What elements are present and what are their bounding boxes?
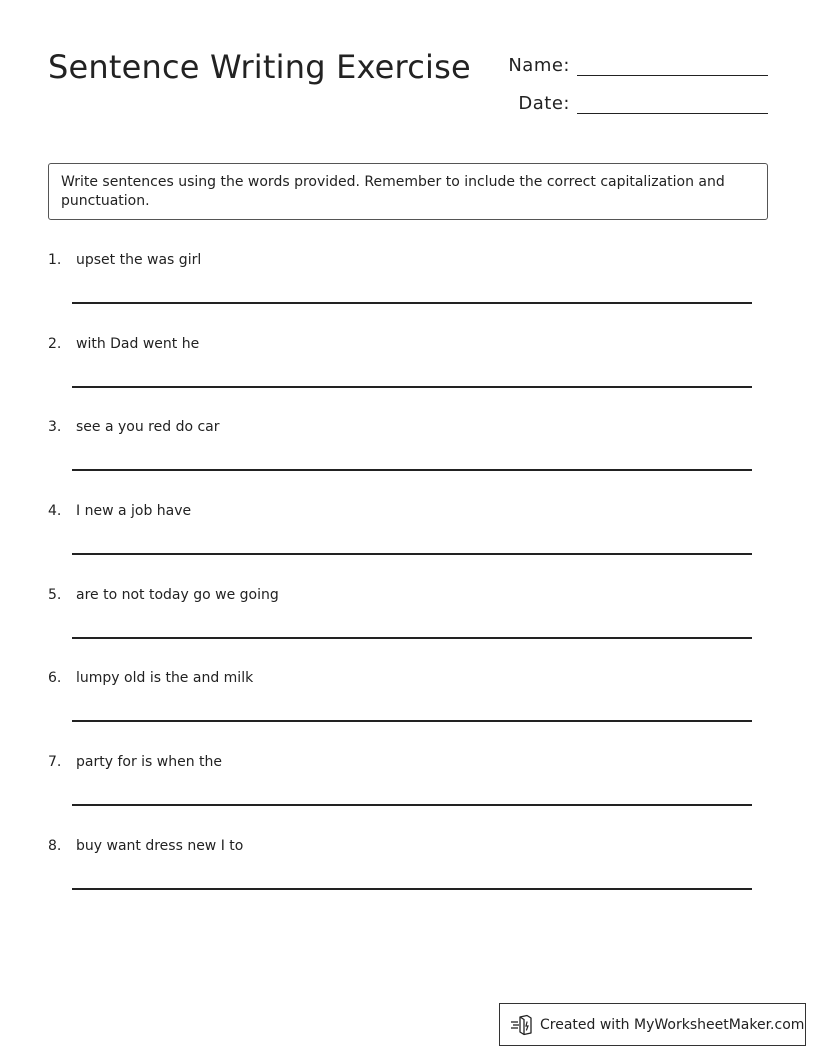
footer-badge[interactable] bbox=[499, 1003, 806, 1046]
question-words: party for is when the bbox=[76, 754, 223, 771]
answer-line[interactable] bbox=[72, 888, 752, 890]
question-item bbox=[48, 335, 768, 419]
question-number: 6. bbox=[48, 670, 62, 687]
question-list bbox=[48, 251, 768, 921]
answer-line[interactable] bbox=[72, 386, 752, 388]
question-words: with Dad went he bbox=[76, 335, 200, 352]
date-label: Date: bbox=[518, 93, 570, 114]
question-number: 4. bbox=[48, 503, 62, 520]
date-field-row bbox=[508, 94, 768, 114]
question-number: 8. bbox=[48, 837, 62, 854]
question-words: are to not today go we going bbox=[76, 586, 279, 603]
question-number: 1. bbox=[48, 252, 62, 268]
question-item bbox=[48, 753, 768, 837]
question-item bbox=[48, 837, 768, 921]
question-item bbox=[48, 251, 768, 335]
question-item bbox=[48, 502, 768, 586]
name-label: Name: bbox=[508, 55, 570, 76]
worksheet-maker-logo-icon bbox=[510, 1014, 534, 1036]
question-item bbox=[48, 586, 768, 670]
question-words: lumpy old is the and milk bbox=[76, 670, 254, 687]
name-field-row bbox=[508, 56, 768, 76]
question-number: 7. bbox=[48, 754, 62, 771]
question-words: I new a job have bbox=[76, 503, 192, 520]
question-item bbox=[48, 669, 768, 753]
answer-line[interactable] bbox=[72, 469, 752, 471]
date-write-line[interactable] bbox=[577, 94, 768, 114]
page-title: Sentence Writing Exercise bbox=[48, 48, 471, 86]
footer-credit-text: Created with MyWorksheetMaker.com bbox=[540, 1016, 805, 1033]
answer-line[interactable] bbox=[72, 720, 752, 722]
question-words: see a you red do car bbox=[76, 419, 220, 436]
question-item bbox=[48, 418, 768, 502]
answer-line[interactable] bbox=[72, 302, 752, 304]
question-number: 3. bbox=[48, 419, 62, 436]
question-number: 5. bbox=[48, 586, 62, 603]
question-words: upset the was girl bbox=[76, 252, 202, 268]
answer-line[interactable] bbox=[72, 637, 752, 639]
name-write-line[interactable] bbox=[577, 56, 768, 76]
question-words: buy want dress new I to bbox=[76, 837, 244, 854]
instructions-text: Write sentences using the words provided. Remember to include the correct capitalization and punctuation. bbox=[61, 174, 725, 209]
question-number: 2. bbox=[48, 335, 62, 352]
answer-line[interactable] bbox=[72, 804, 752, 806]
answer-line[interactable] bbox=[72, 553, 752, 555]
instructions-box bbox=[48, 163, 768, 220]
